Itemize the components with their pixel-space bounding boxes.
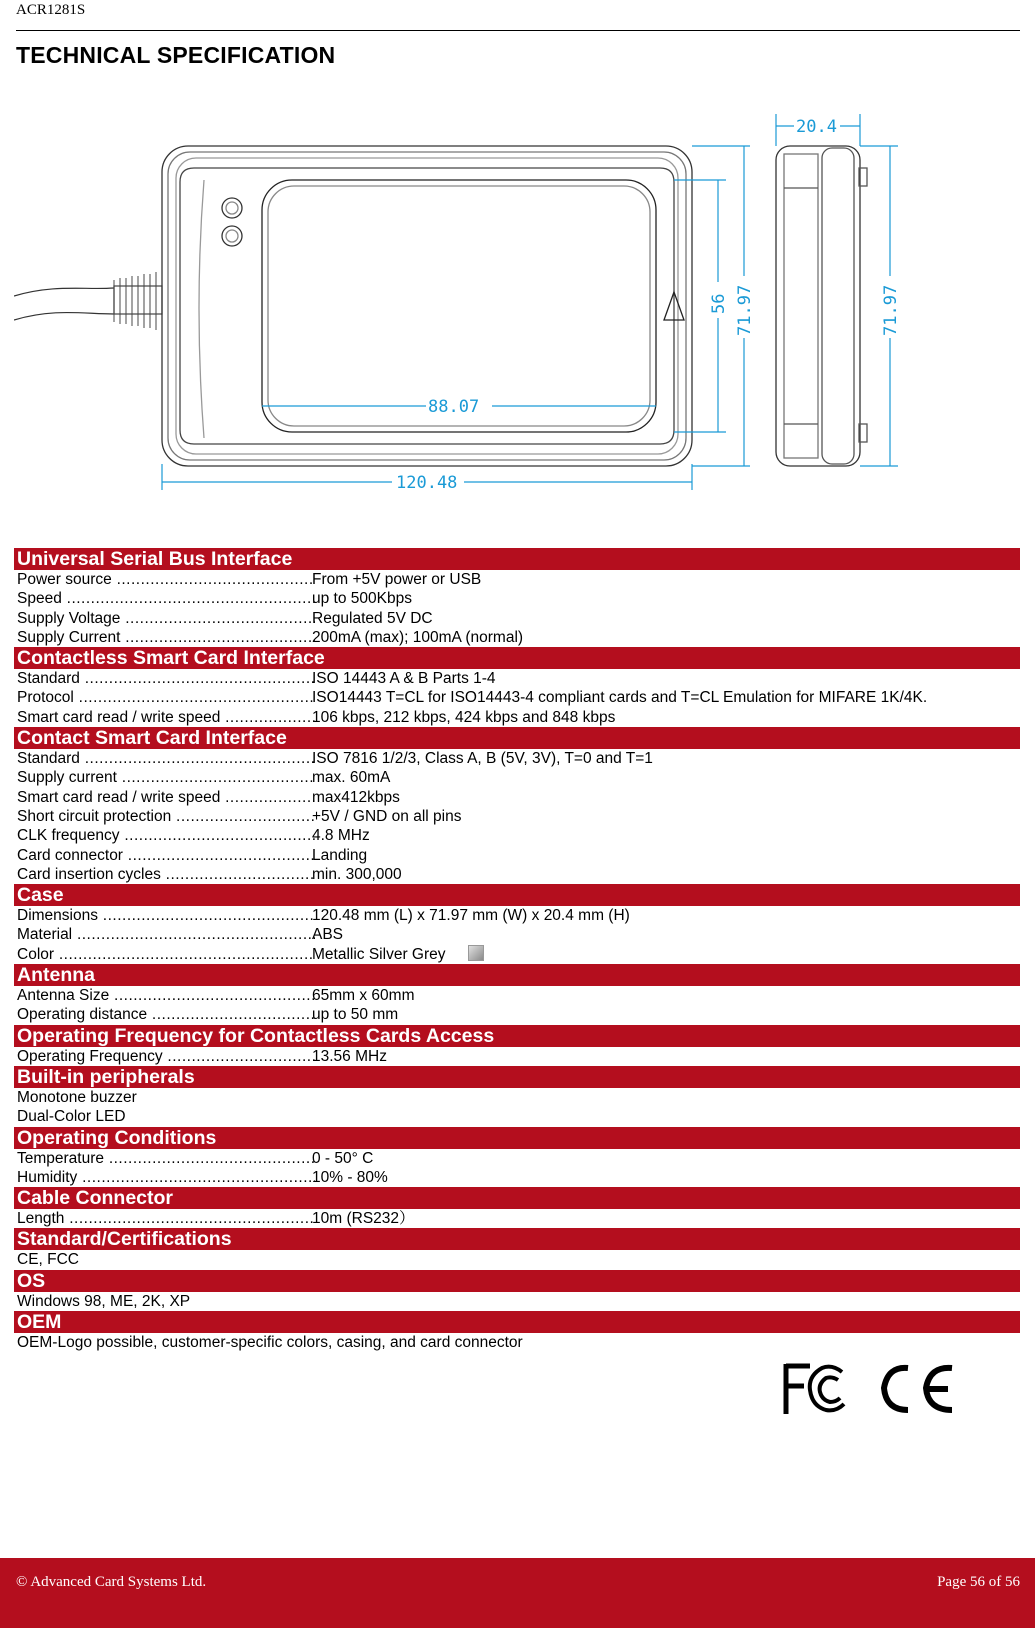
spec-label-text: Windows 98, ME, 2K, XP [17, 1292, 191, 1310]
spec-row [14, 1292, 1020, 1311]
spec-row [14, 669, 1020, 688]
spec-label-text: Speed [17, 590, 62, 608]
spec-row [14, 749, 1020, 768]
spec-row [14, 788, 1020, 807]
section-heading: OS [14, 1270, 1020, 1292]
spec-label [17, 1292, 190, 1311]
spec-row [14, 925, 1020, 944]
spec-label-text: Length [17, 1210, 65, 1228]
spec-row [14, 1168, 1020, 1187]
dim-side-height-label: 71.97 [881, 284, 901, 336]
spec-value-text: 4.8 MHz [312, 827, 370, 845]
section-heading: Universal Serial Bus Interface [14, 548, 1020, 570]
spec-label [17, 570, 315, 589]
spec-value-text: ABS [312, 926, 344, 944]
spec-value-text: +5V / GND on all pins [312, 807, 462, 825]
spec-label-text: OEM-Logo possible, customer-specific colors, casing, and card connector [17, 1334, 523, 1352]
spec-label-text: CLK frequency [17, 827, 120, 845]
section-heading: Standard/Certifications [14, 1228, 1020, 1250]
spec-label-text: Smart card read / write speed [17, 788, 221, 806]
spec-label [17, 846, 315, 865]
section-heading: Contact Smart Card Interface [14, 727, 1020, 749]
spec-label-text: Short circuit protection [17, 807, 172, 825]
section-heading: Built-in peripherals [14, 1066, 1020, 1088]
spec-value-text: ISO14443 T=CL for ISO14443-4 compliant cards and T=CL Emulation for MIFARE 1K/4K. [312, 689, 928, 707]
spec-label-text: Card connector [17, 846, 123, 864]
spec-value [312, 768, 390, 787]
spec-value [312, 708, 615, 727]
spec-value-text: Regulated 5V DC [312, 609, 433, 627]
spec-value [312, 826, 370, 845]
spec-value-text: 0 - 50° C [312, 1149, 374, 1167]
spec-value-text: max412kbps [312, 788, 400, 806]
spec-row [14, 609, 1020, 628]
spec-value [312, 609, 433, 628]
cable-drawing [14, 272, 162, 330]
spec-row [14, 945, 1020, 964]
spec-value-text: 65mm x 60mm [312, 987, 415, 1005]
spec-value [312, 688, 927, 707]
spec-row [14, 589, 1020, 608]
spec-label-text: Temperature [17, 1149, 105, 1167]
side-view [776, 146, 867, 466]
spec-label [17, 589, 315, 608]
section-heading: Case [14, 884, 1020, 906]
dim-height-label: 71.97 [735, 284, 755, 336]
spec-value [312, 1149, 373, 1168]
section-heading: Operating Frequency for Contactless Cards Access [14, 1025, 1020, 1047]
spec-label [17, 865, 315, 884]
spec-label-text: Humidity [17, 1168, 78, 1186]
dim-inner-height-label: 56 [709, 293, 729, 314]
spec-value-text: 120.48 mm (L) x 71.97 mm (W) x 20.4 mm (H) [312, 907, 630, 925]
spec-row [14, 807, 1020, 826]
spec-value-text: 200mA (max); 100mA (normal) [312, 628, 524, 646]
spec-value-text: 10% - 80% [312, 1168, 388, 1186]
spec-value-text: ISO 14443 A & B Parts 1-4 [312, 670, 496, 688]
color-swatch [468, 945, 484, 961]
spec-label-text: Operating Frequency [17, 1047, 163, 1065]
spec-label [17, 1005, 315, 1024]
spec-value-text: 13.56 MHz [312, 1047, 387, 1065]
spec-label [17, 1088, 137, 1107]
spec-value [312, 925, 343, 944]
spec-label [17, 986, 315, 1005]
spec-label [17, 925, 315, 944]
spec-value [312, 589, 412, 608]
spec-value-text: ISO 7816 1/2/3, Class A, B (5V, 3V), T=0 and T=1 [312, 750, 653, 768]
dim-inner-width-label: 88.07 [428, 397, 480, 417]
spec-table [14, 548, 1020, 1352]
spec-label [17, 788, 315, 807]
ce-logo [884, 1368, 952, 1410]
spec-value-text: Metallic Silver Grey [312, 945, 446, 963]
spec-label [17, 826, 315, 845]
spec-label-text: Supply Voltage [17, 609, 121, 627]
spec-row [14, 1209, 1020, 1228]
spec-value [312, 628, 523, 647]
section-heading: Operating Conditions [14, 1127, 1020, 1149]
spec-row [14, 1250, 1020, 1269]
spec-row [14, 768, 1020, 787]
spec-value-text: max. 60mA [312, 769, 391, 787]
spec-row [14, 1107, 1020, 1126]
spec-label-text: Dimensions [17, 907, 98, 925]
spec-label-text: Dual-Color LED [17, 1108, 126, 1126]
spec-label [17, 688, 315, 707]
spec-row [14, 1333, 1020, 1352]
spec-label-text: Material [17, 926, 73, 944]
spec-label [17, 749, 315, 768]
spec-value [312, 570, 481, 589]
spec-label-text: Smart card read / write speed [17, 708, 221, 726]
section-heading: Cable Connector [14, 1187, 1020, 1209]
spec-label [17, 1149, 315, 1168]
fcc-logo [786, 1364, 844, 1414]
spec-label [17, 1250, 79, 1269]
spec-value [312, 865, 402, 884]
spec-value-text: min. 300,000 [312, 865, 402, 883]
spec-label-text: Card insertion cycles [17, 865, 161, 883]
spec-value [312, 1209, 415, 1228]
spec-label [17, 1333, 523, 1352]
dimension-lines [162, 114, 898, 490]
section-heading: OEM [14, 1311, 1020, 1333]
spec-label-text: Monotone buzzer [17, 1088, 137, 1106]
spec-label [17, 807, 315, 826]
spec-label [17, 1107, 126, 1126]
spec-row [14, 865, 1020, 884]
spec-value-text: up to 500Kbps [312, 590, 412, 608]
spec-row [14, 986, 1020, 1005]
certification-logos [780, 1358, 980, 1418]
spec-row [14, 906, 1020, 925]
spec-row [14, 628, 1020, 647]
spec-row [14, 846, 1020, 865]
spec-label [17, 906, 315, 925]
spec-value [312, 669, 496, 688]
spec-label [17, 1209, 315, 1228]
spec-label-text: Protocol [17, 689, 74, 707]
front-view [162, 146, 692, 466]
doc-id: ACR1281S [16, 2, 86, 18]
spec-value [312, 1168, 388, 1187]
page-title: TECHNICAL SPECIFICATION [16, 42, 336, 68]
section-heading: Contactless Smart Card Interface [14, 647, 1020, 669]
spec-label-text: CE, FCC [17, 1251, 79, 1269]
dim-width-label: 120.48 [396, 473, 458, 493]
section-heading: Antenna [14, 964, 1020, 986]
spec-label-text: Antenna Size [17, 987, 110, 1005]
spec-row [14, 1005, 1020, 1024]
spec-label [17, 1047, 315, 1066]
page-number: Page 56 of 56 [937, 1574, 1020, 1590]
spec-value [312, 749, 653, 768]
spec-label [17, 609, 315, 628]
spec-row [14, 708, 1020, 727]
spec-label-text: Standard [17, 750, 80, 768]
spec-label [17, 669, 315, 688]
reader-dimension-drawing [14, 108, 944, 518]
page-footer [0, 1558, 1035, 1628]
spec-value [312, 1047, 387, 1066]
spec-value-text: 10m (RS232） [312, 1210, 415, 1228]
document-header [16, 0, 1020, 31]
spec-row [14, 570, 1020, 589]
spec-label [17, 708, 315, 727]
spec-label-text: Standard [17, 670, 80, 688]
spec-value [312, 788, 400, 807]
spec-row [14, 826, 1020, 845]
spec-label-text: Power source [17, 571, 112, 588]
spec-value [312, 807, 461, 826]
spec-label [17, 1168, 315, 1187]
spec-value-text: From +5V power or USB [312, 571, 482, 588]
spec-row [14, 688, 1020, 707]
spec-value [312, 945, 484, 964]
spec-value-text: Landing [312, 846, 368, 864]
spec-value [312, 986, 415, 1005]
spec-value-text: up to 50 mm [312, 1006, 399, 1024]
spec-row [14, 1149, 1020, 1168]
copyright-text: © Advanced Card Systems Ltd. [16, 1574, 207, 1590]
spec-value [312, 846, 367, 865]
spec-label [17, 945, 315, 964]
spec-value [312, 906, 630, 925]
spec-row [14, 1088, 1020, 1107]
spec-label-text: Color [17, 945, 55, 963]
spec-label-text: Supply Current [17, 628, 121, 646]
spec-row [14, 1047, 1020, 1066]
spec-value [312, 1005, 398, 1024]
dim-depth-label: 20.4 [796, 117, 837, 137]
spec-label-text: Operating distance [17, 1006, 148, 1024]
spec-label-text: Supply current [17, 769, 117, 787]
spec-label [17, 768, 315, 787]
spec-label [17, 628, 315, 647]
spec-value-text: 106 kbps, 212 kbps, 424 kbps and 848 kbps [312, 708, 616, 726]
